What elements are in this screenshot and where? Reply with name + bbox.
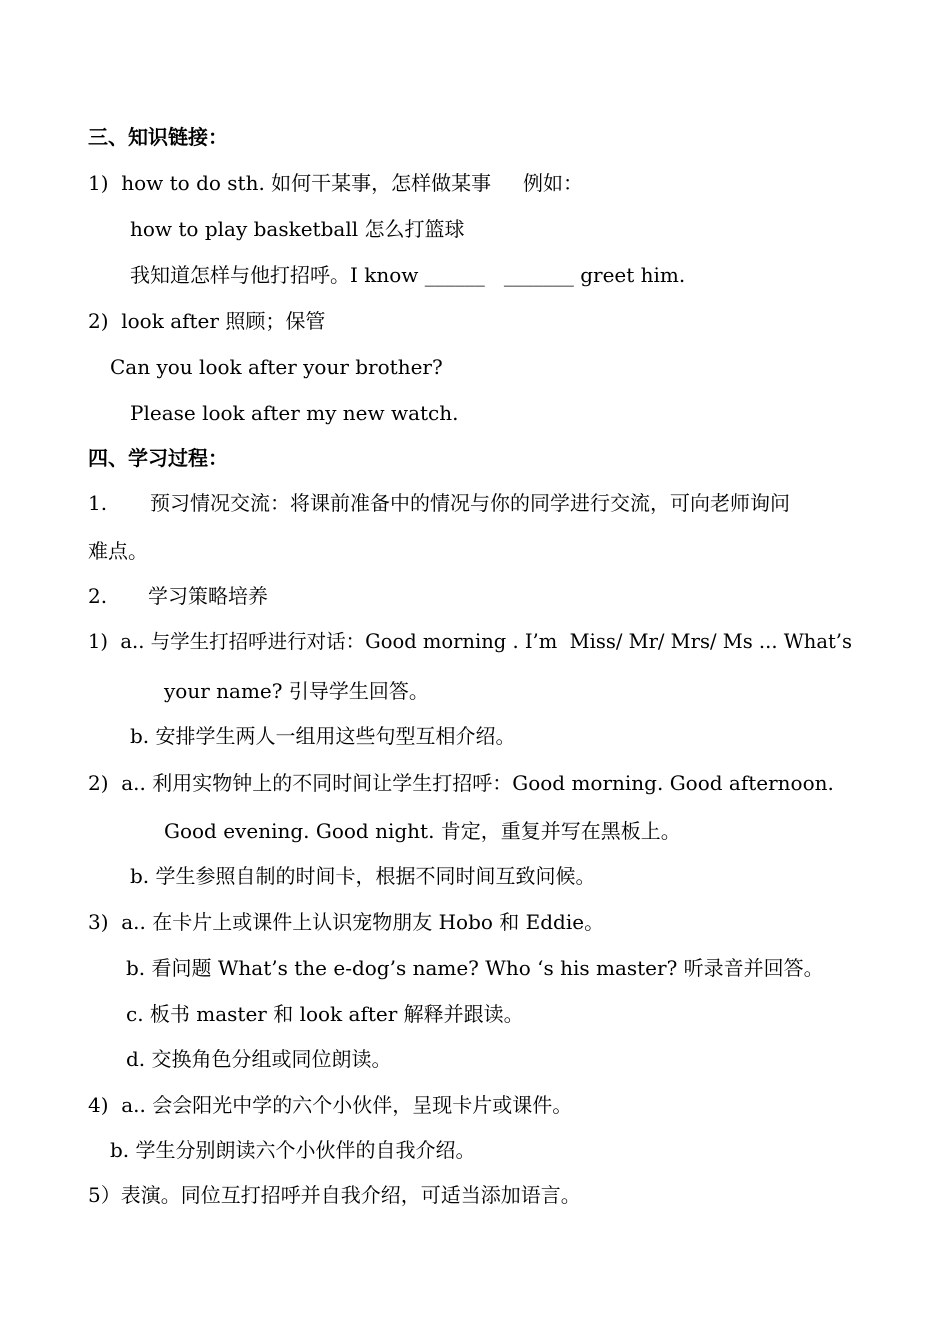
knowledge-item-2: 2) look after 照顾；保管 (88, 309, 326, 333)
activity-2-a: 2) a.. 利用实物钟上的不同时间让学生打招呼：Good morning. Good afternoon. (88, 771, 834, 795)
knowledge-item-1-example-1: how to play basketball 怎么打篮球 (130, 217, 465, 241)
activity-2-b: b. 学生参照自制的时间卡，根据不同时间互致问候。 (130, 864, 596, 888)
activity-3-a: 3) a.. 在卡片上或课件上认识宠物朋友 Hobo 和 Eddie。 (88, 910, 605, 934)
activity-1-b: b. 安排学生两人一组用这些句型互相介绍。 (130, 724, 516, 748)
step-1-text: 预习情况交流：将课前准备中的情况与你的同学进行交流，可向老师询问 (150, 491, 790, 515)
activity-4-a: 4) a.. 会会阳光中学的六个小伙伴，呈现卡片或课件。 (88, 1093, 573, 1117)
activity-3-d: d. 交换角色分组或同位朗读。 (126, 1047, 392, 1071)
step-2-number: 2. (88, 584, 108, 608)
knowledge-item-2-example-2: Please look after my new watch. (130, 401, 459, 425)
step-1-text-continued: 难点。 (88, 539, 148, 563)
activity-1-a-continued: your name? 引导学生回答。 (164, 679, 429, 703)
activity-2-a-continued: Good evening. Good night. 肯定，重复并写在黑板上。 (164, 819, 681, 843)
knowledge-item-2-example-1: Can you look after your brother? (110, 355, 443, 379)
step-2-text: 学习策略培养 (148, 584, 268, 608)
activity-3-b: b. 看问题 What’s the e-dog’s name? Who ‘s his master? 听录音并回答。 (126, 956, 824, 980)
section-heading-learning-process: 四、学习过程： (88, 446, 228, 470)
activity-1-a: 1) a.. 与学生打招呼进行对话：Good morning . I’m Miss/ Mr/ Mrs/ Ms ... What’s (88, 630, 852, 653)
knowledge-item-1: 1) how to do sth. 如何干某事，怎样做某事 例如： (88, 171, 583, 195)
knowledge-item-1-example-2: 我知道怎样与他打招呼。I know ______ _______ greet him. (130, 263, 686, 287)
activity-5: 5）表演。同位互打招呼并自我介绍，可适当添加语言。 (88, 1183, 581, 1207)
section-heading-knowledge-link: 三、知识链接： (88, 125, 228, 149)
step-1-number: 1. (88, 491, 108, 515)
activity-3-c: c. 板书 master 和 look after 解释并跟读。 (126, 1002, 524, 1026)
activity-4-b: b. 学生分别朗读六个小伙伴的自我介绍。 (110, 1138, 476, 1162)
